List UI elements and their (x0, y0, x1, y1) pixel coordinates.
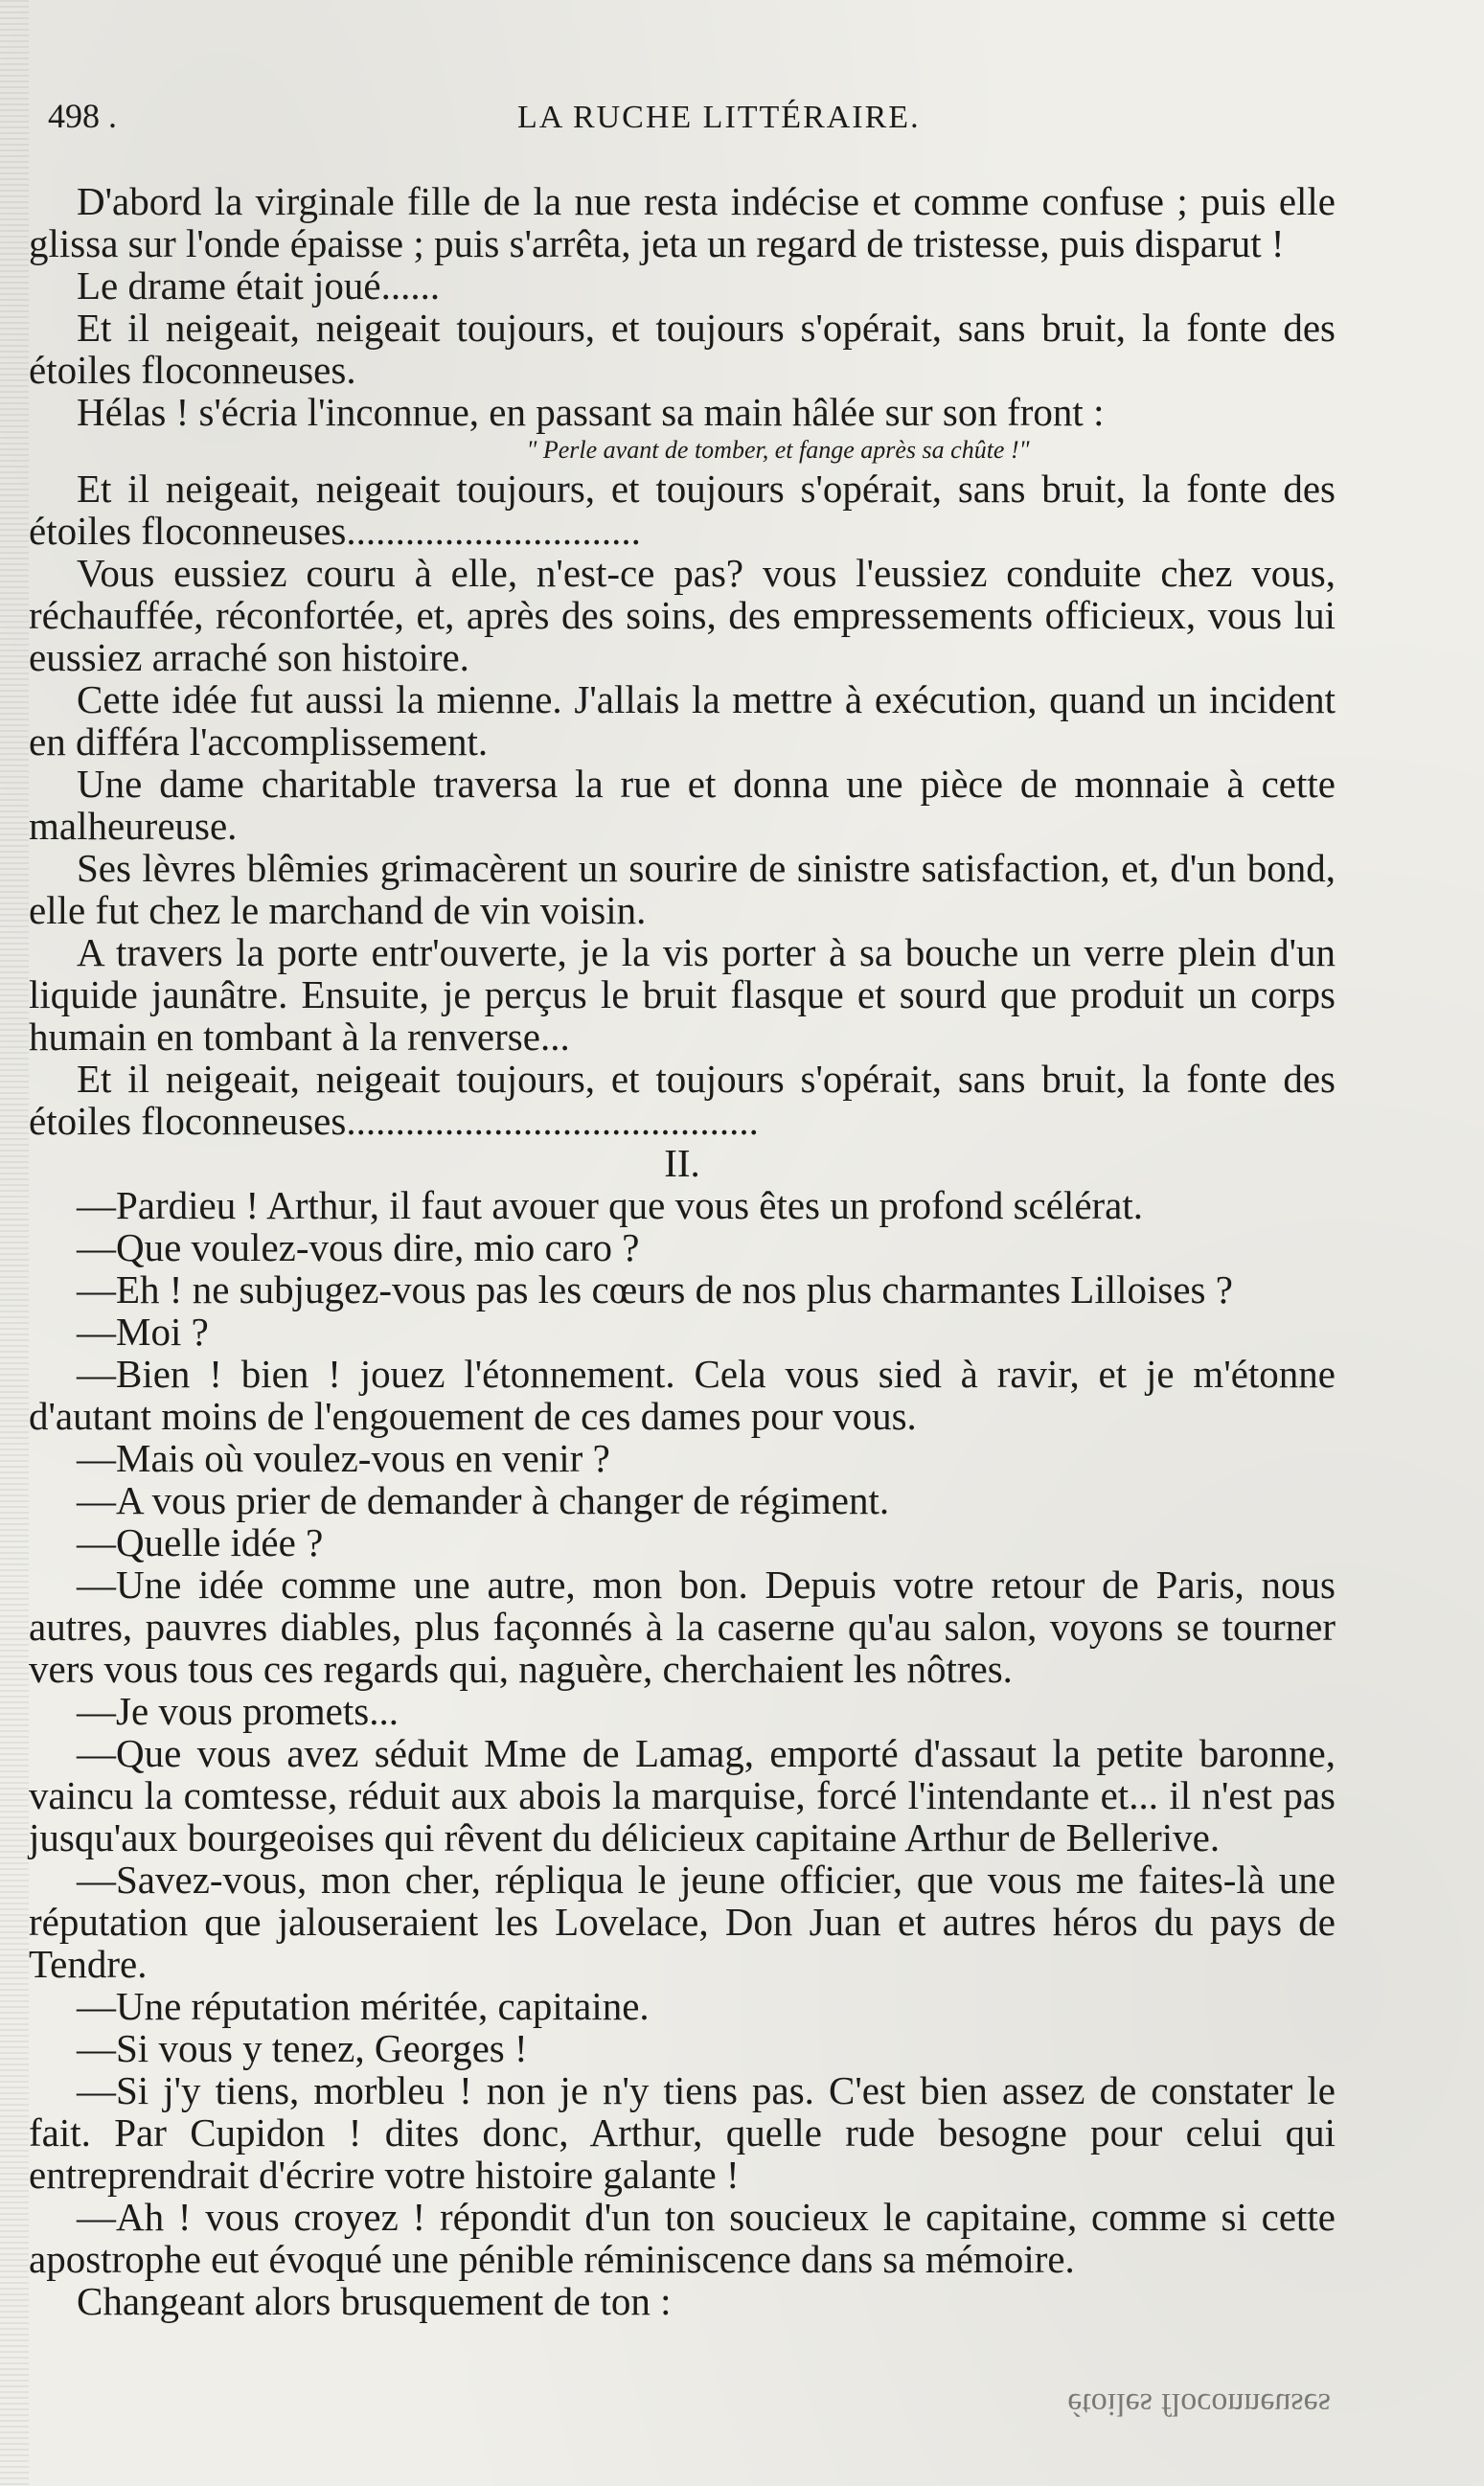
dialogue-line: —Eh ! ne subjugez-vous pas les cœurs de nos plus charmantes Lilloises ? (77, 1267, 1233, 1311)
dialogue-line: —Une idée comme une autre, mon bon. Depuis votre retour de Paris, nous autres, pauvres diables, plus façonnés à la caserne qu'au salon, voyons se tourner vers vous tous ces regards qui, naguère, cherchaient les nôtres. (29, 1562, 1336, 1691)
dialogue-line: —Que vous avez séduit Mme de Lamag, emporté d'assaut la petite baronne, vaincu la comtesse, réduit aux abois la marquise, forcé l'intendante et... il n'est pas jusqu'aux bourgeoises qui rêvent du délicieux capitaine Arthur de Bellerive. (29, 1731, 1336, 1859)
running-title: LA RUCHE LITTÉRAIRE. (517, 100, 921, 135)
dialogue-line: —Bien ! bien ! jouez l'étonnement. Cela vous sied à ravir, et je m'étonne d'autant moins de l'engouement de ces dames pour vous. (29, 1352, 1336, 1438)
dialogue-line: —A vous prier de demander à changer de régiment. (77, 1478, 890, 1522)
paragraph: Changeant alors brusquement de ton : (77, 2279, 672, 2323)
dialogue-line: —Savez-vous, mon cher, répliqua le jeune officier, que vous me faites-là une réputation que jalouseraient les Lovelace, Don Juan et autres héros du pays de Tendre. (29, 1858, 1336, 1986)
paragraph: Une dame charitable traversa la rue et donna une pièce de monnaie à cette malheureuse. (29, 762, 1336, 848)
dialogue-line: —Si j'y tiens, morbleu ! non je n'y tiens pas. C'est bien assez de constater le fait. Par Cupidon ! dites donc, Arthur, quelle rude besogne pour celui qui entreprendrait d'écrire votre histoire galante ! (29, 2068, 1336, 2197)
paragraph: Vous eussiez couru à elle, n'est-ce pas? vous l'eussiez conduite chez vous, réchauffée, réconfortée, et, après des soins, des empressements officieux, vous lui eussiez arraché son histoire. (29, 551, 1336, 679)
page-body (29, 180, 1336, 2322)
dialogue-line: —Une réputation méritée, capitaine. (77, 1984, 650, 2028)
dialogue-line: —Quelle idée ? (77, 1520, 324, 1564)
section-heading: II. (664, 1141, 700, 1185)
paragraph: Et il neigeait, neigeait toujours, et toujours s'opérait, sans bruit, la fonte des étoiles floconneuses. (29, 306, 1336, 392)
page-number: 498 . (48, 97, 117, 135)
dialogue-line: —Je vous promets... (77, 1689, 399, 1733)
paragraph: Et il neigeait, neigeait toujours, et toujours s'opérait, sans bruit, la fonte des étoiles floconneuses.............................. (29, 467, 1336, 553)
paragraph: D'abord la virginale fille de la nue resta indécise et comme confuse ; puis elle glissa sur l'onde épaisse ; puis s'arrêta, jeta un regard de tristesse, puis disparut ! (29, 179, 1336, 265)
paragraph: Et il neigeait, neigeait toujours, et toujours s'opérait, sans bruit, la fonte des étoiles floconneuses.......................................... (29, 1057, 1336, 1143)
show-through-text: étoiles floconneuses (1067, 2386, 1331, 2422)
paragraph: Cette idée fut aussi la mienne. J'allais la mettre à exécution, quand un incident en différa l'accomplissement. (29, 677, 1336, 764)
dialogue-line: —Que voulez-vous dire, mio caro ? (77, 1225, 640, 1269)
page-header (48, 96, 1446, 153)
dialogue-line: —Mais où voulez-vous en venir ? (77, 1436, 610, 1480)
paragraph: Le drame était joué...... (77, 263, 441, 308)
dialogue-line: —Ah ! vous croyez ! répondit d'un ton soucieux le capitaine, comme si cette apostrophe eut évoqué une pénible réminiscence dans sa mémoire. (29, 2195, 1336, 2281)
paragraph: A travers la porte entr'ouverte, je la vis porter à sa bouche un verre plein d'un liquide jaunâtre. Ensuite, je perçus le bruit flasque et sourd que produit un corps humain en tombant à la renverse... (29, 930, 1336, 1059)
quotation: " Perle avant de tomber, et fange après sa chûte !" (526, 436, 1030, 464)
paragraph: Ses lèvres blêmies grimacèrent un sourire de sinistre satisfaction, et, d'un bond, elle fut chez le marchand de vin voisin. (29, 846, 1336, 932)
dialogue-line: —Pardieu ! Arthur, il faut avouer que vous êtes un profond scélérat. (77, 1183, 1144, 1227)
dialogue-line: —Moi ? (77, 1310, 209, 1354)
paragraph: Hélas ! s'écria l'inconnue, en passant sa main hâlée sur son front : (77, 390, 1105, 434)
dialogue-line: —Si vous y tenez, Georges ! (77, 2026, 528, 2070)
